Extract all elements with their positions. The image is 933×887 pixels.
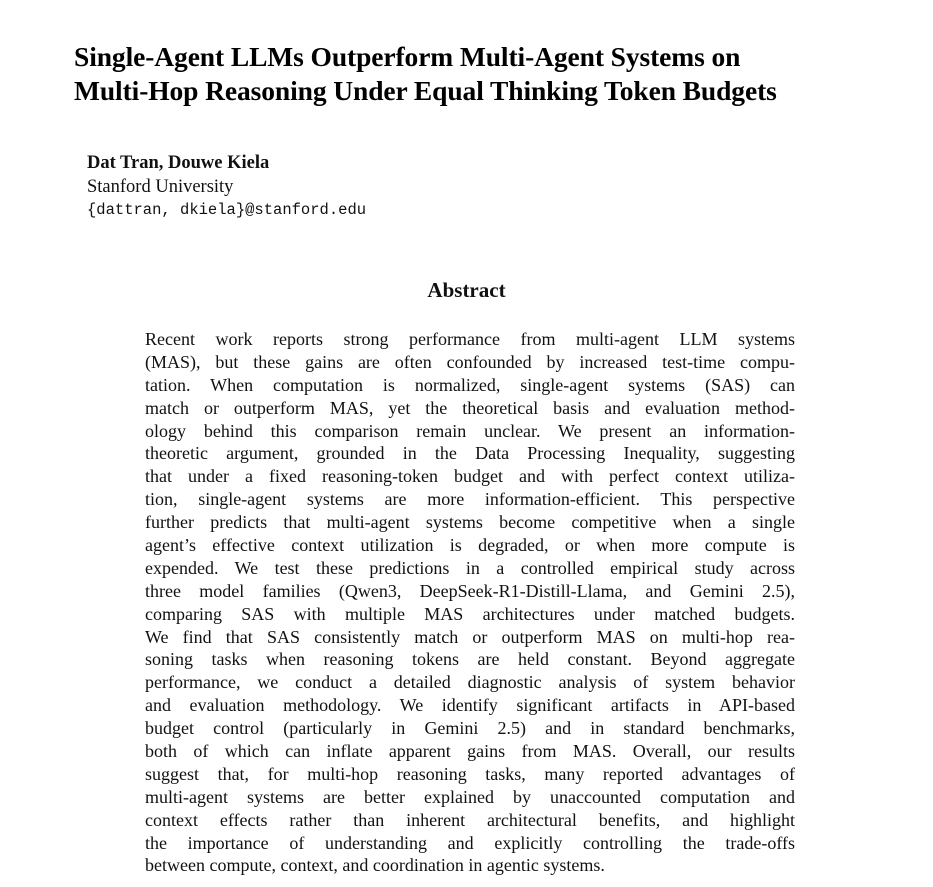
abstract-line: tation. When computation is normalized, single-agent systems (SAS) can <box>145 374 795 395</box>
paper-title <box>74 40 914 108</box>
abstract-line: agent’s effective context utilization is degraded, or when more compute is <box>145 535 795 556</box>
abstract-line: Recent work reports strong performance from multi-agent LLM systems <box>145 329 795 349</box>
abstract-line: that under a fixed reasoning-token budget and with perfect context utiliza- <box>145 466 795 487</box>
abstract-line: budget control (particularly in Gemini 2.5) and in standard benchmarks, <box>145 718 795 739</box>
abstract-line: expended. We test these predictions in a controlled empirical study across <box>145 557 795 578</box>
abstract-line: performance, we conduct a detailed diagnostic analysis of system behavior <box>145 672 795 693</box>
abstract-line: We find that SAS consistently match or outperform MAS on multi-hop rea- <box>145 626 795 647</box>
abstract-line: soning tasks when reasoning tokens are held constant. Beyond aggregate <box>145 649 795 670</box>
abstract-heading: Abstract <box>427 278 506 302</box>
paper-title-line: Multi-Hop Reasoning Under Equal Thinking Token Budgets <box>74 75 777 106</box>
paper-title-line: Single-Agent LLMs Outperform Multi-Agent Systems on <box>74 41 741 72</box>
abstract-line: comparing SAS with multiple MAS architectures under matched budgets. <box>145 603 795 624</box>
abstract-line: and evaluation methodology. We identify significant artifacts in API-based <box>145 695 795 716</box>
abstract-line: the importance of understanding and explicitly controlling the trade-offs <box>145 832 795 853</box>
author-names: Dat Tran, Douwe Kiela <box>87 153 270 173</box>
abstract-line: suggest that, for multi-hop reasoning tasks, many reported advantages of <box>145 763 795 784</box>
abstract-line: between compute, context, and coordination in agentic systems. <box>145 855 605 876</box>
abstract-line: both of which can inflate apparent gains from MAS. Overall, our results <box>145 741 795 762</box>
author-email: {dattran, dkiela}@stanford.edu <box>87 201 367 219</box>
abstract-line: (MAS), but these gains are often confounded by increased test-time compu- <box>145 351 795 372</box>
abstract-line: match or outperform MAS, yet the theoretical basis and evaluation method- <box>145 397 795 418</box>
abstract-line: multi-agent systems are better explained by unaccounted computation and <box>145 786 795 807</box>
abstract-line: ology behind this comparison remain unclear. We present an information- <box>145 420 795 441</box>
author-affiliation: Stanford University <box>87 177 234 197</box>
abstract-line: theoretic argument, grounded in the Data Processing Inequality, suggesting <box>145 443 795 464</box>
abstract-body <box>145 328 795 877</box>
abstract-line: tion, single-agent systems are more information-efficient. This perspective <box>145 489 795 510</box>
abstract-line: further predicts that multi-agent systems become competitive when a single <box>145 512 795 533</box>
abstract-line: context effects rather than inherent architectural benefits, and highlight <box>145 809 795 830</box>
abstract-line: three model families (Qwen3, DeepSeek-R1-Distill-Llama, and Gemini 2.5), <box>145 580 795 601</box>
